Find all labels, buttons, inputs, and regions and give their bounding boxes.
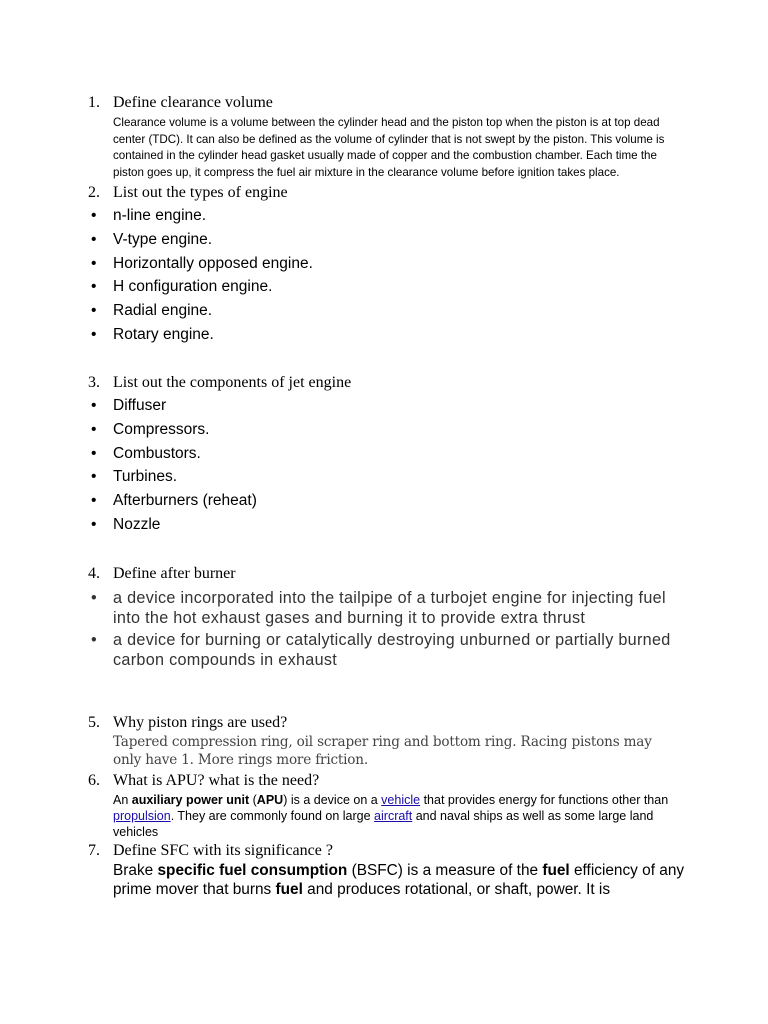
bullet-icon: • [91,254,97,272]
bullet-icon: • [91,444,97,462]
list-item: • a device for burning or catalytically destroying unburned or partially burned carbon compounds in exhaust [91,631,671,669]
question-title: What is APU? what is the need? [113,772,320,789]
question-number: 5. [88,714,100,731]
answer-apu: An auxiliary power unit (APU) is a device on a vehicle that provides energy for functions other than propulsion. They are commonly found on large aircraft and naval ships as well as some large land vehicles [113,793,669,839]
bullet-icon: • [91,492,97,510]
question-number: 7. [88,842,100,859]
list-item: • Combustors. [88,442,257,466]
list-item: • Horizontally opposed engine. [88,252,313,276]
list-item: • Radial engine. [88,299,313,323]
after-burner-list [88,588,678,672]
question-number: 1. [88,94,100,111]
answer-clearance-volume: Clearance volume is a volume between the cylinder head and the piston top when the piston is at top dead center (TDC). It can also be defined as the volume of cylinder that is not swept by the piston. This volume is contained in the cylinder head gasket usually made of copper and the combustion chamber. Each time the piston goes up, it compress the fuel air mixture in the clearance volume before ignition takes place. [113,116,665,179]
question-1-heading [88,93,273,113]
bullet-icon: • [91,468,97,486]
list-item: • Rotary engine. [88,323,313,347]
list-item: • Afterburners (reheat) [88,489,257,513]
question-title: List out the types of engine [113,184,288,201]
bullet-icon: • [91,397,97,414]
bullet-icon: • [91,515,97,533]
question-title: Define after burner [113,565,236,582]
question-3-heading [88,373,351,393]
question-title: List out the components of jet engine [113,374,352,391]
bullet-icon: • [91,631,97,649]
jet-components-list [88,394,257,537]
answer-sfc: Brake specific fuel consumption (BSFC) is a measure of the fuel efficiency of any prime mover that burns fuel and produces rotational, or shaft, power. It is [113,862,685,898]
list-item: • Compressors. [88,418,257,442]
bullet-icon: • [91,278,97,296]
bullet-icon: • [91,207,97,224]
question-7-heading [88,841,333,861]
bullet-icon: • [91,230,97,248]
question-2-heading [88,183,288,203]
question-title: Why piston rings are used? [113,714,288,731]
list-item: • n-line engine. [88,204,313,228]
question-5-heading [88,713,287,733]
question-title: Define clearance volume [113,94,273,111]
bullet-icon: • [91,420,97,438]
answer-piston-rings: Tapered compression ring, oil scraper ring and bottom ring. Racing pistons may only have 1. More rings more friction. [113,734,652,768]
bullet-icon: • [91,302,97,320]
list-item: • Nozzle [88,513,257,537]
question-title: Define SFC with its significance ? [113,842,333,859]
question-number: 3. [88,374,100,391]
aircraft-link[interactable]: aircraft [374,809,413,823]
list-item: • V-type engine. [88,228,313,252]
question-number: 2. [88,184,100,201]
list-item: • a device incorporated into the tailpipe of a turbojet engine for injecting fuel into the hot exhaust gases and burning it to provide extra thrust [91,589,666,627]
vehicle-link[interactable]: vehicle [381,793,421,807]
question-number: 4. [88,565,100,582]
list-item: • Diffuser [88,394,257,418]
question-6-heading [88,771,319,791]
question-number: 6. [88,772,100,789]
bullet-icon: • [91,325,97,343]
question-4-heading [88,564,236,584]
bullet-icon: • [91,589,97,607]
engine-types-list [88,204,313,347]
propulsion-link[interactable]: propulsion [113,809,171,823]
list-item: • Turbines. [88,465,257,489]
list-item: • H configuration engine. [88,275,313,299]
